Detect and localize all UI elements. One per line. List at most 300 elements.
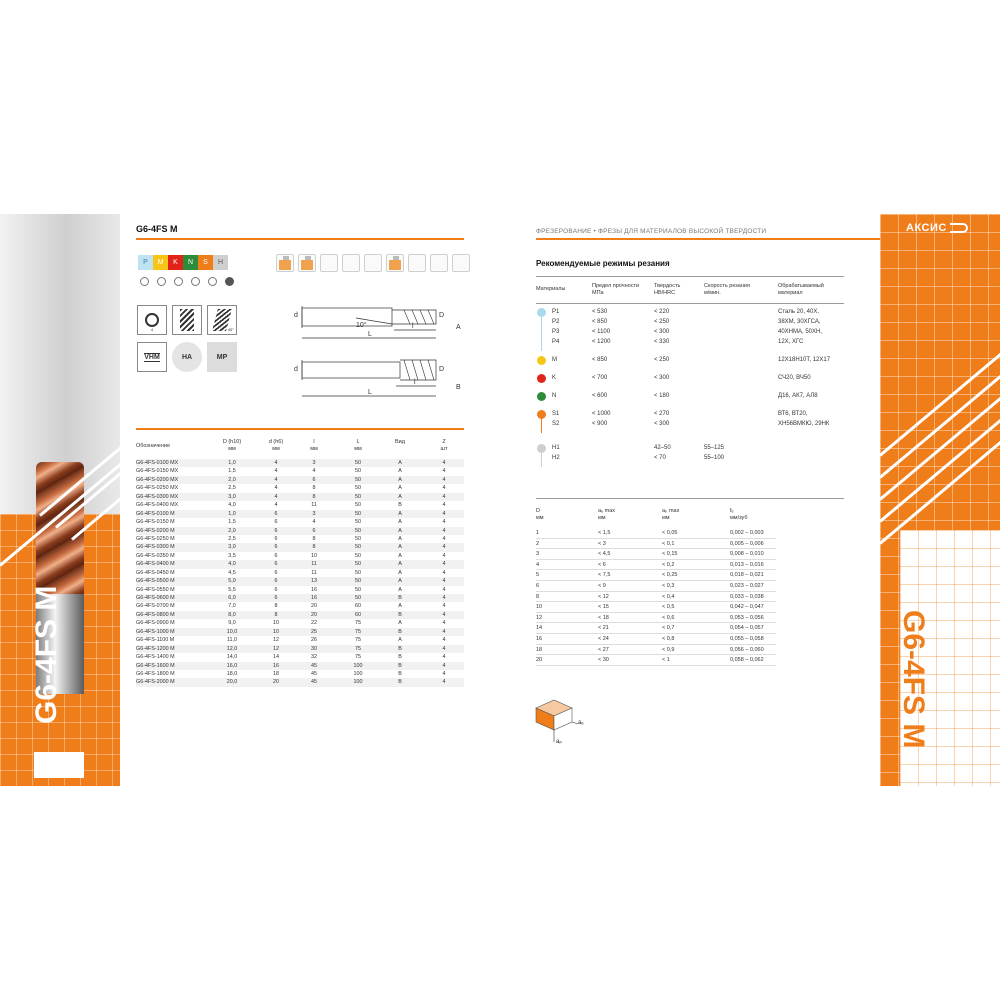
table-cell: 6 [274, 527, 278, 534]
table-cell: 10 [536, 604, 543, 611]
table-cell: 4 [274, 485, 278, 492]
spec-header-cell [338, 439, 378, 453]
table-cell: 5,0 [228, 578, 236, 585]
table-row [536, 613, 776, 624]
table-cell: 6 [274, 519, 278, 526]
table-cell: 6 [536, 583, 540, 589]
cutting-header-title: fₑ [730, 508, 734, 514]
table-cell: 4 [274, 493, 278, 500]
table-cell: 6 [312, 527, 316, 534]
material-hardness-cell: < 250 [654, 319, 670, 325]
table-cell: 100 [353, 662, 363, 669]
table-cell: G6-4FS-0700 M [136, 603, 175, 610]
section-breadcrumb: ФРЕЗЕРОВАНИЕ • ФРЕЗЫ ДЛЯ МАТЕРИАЛОВ ВЫСОКОЙ ТВЕРДОСТИ [536, 228, 767, 235]
material-processed-cell: 12Х18Н10Т, 12Х17 [778, 357, 831, 363]
table-row [136, 569, 464, 577]
material-mat-cell: M [552, 357, 557, 363]
table-cell: 12 [536, 614, 543, 621]
table-row [136, 476, 464, 484]
ae-icon-label: aₑ [578, 720, 584, 726]
table-cell: 2,0 [228, 476, 236, 483]
spec-header-cell [426, 439, 462, 453]
material-row [536, 409, 846, 419]
table-row [136, 653, 464, 661]
helix-angle-icon [207, 305, 237, 335]
table-cell: 4 [442, 586, 446, 593]
table-cell: 50 [355, 552, 361, 559]
table-cell: 14 [273, 654, 279, 661]
material-hardness-cell: < 250 [654, 357, 670, 363]
table-cell: 4 [536, 561, 540, 568]
flute-count-icon [137, 305, 167, 335]
table-cell: G6-4FS-0250 M [136, 535, 175, 542]
material-hardness-cell: < 330 [654, 339, 670, 345]
table-cell: 4 [274, 460, 278, 466]
table-cell: 6 [274, 586, 278, 593]
mat-header-hardness-title: Твердость [654, 283, 681, 289]
table-cell: < 21 [598, 625, 609, 632]
table-cell: B [398, 595, 402, 601]
table-row [536, 539, 776, 550]
material-strength-cell: < 1000 [592, 411, 611, 417]
table-cell: 50 [355, 519, 361, 526]
material-mat-cell: H1 [552, 445, 560, 451]
table-cell: B [398, 628, 402, 635]
table-row [136, 586, 464, 594]
table-cell: G6-4FS-0150 M [136, 519, 175, 526]
spec-header-unit: мм [228, 446, 236, 452]
table-row [136, 594, 464, 602]
table-row [536, 623, 776, 634]
table-row [136, 501, 464, 509]
table-cell: 50 [355, 595, 361, 601]
table-cell: 3,5 [228, 552, 236, 559]
material-speed-cell: 55–100 [704, 455, 725, 461]
cutting-header-cell [598, 508, 615, 522]
table-cell: 4 [442, 628, 446, 635]
table-cell: 4 [442, 595, 446, 601]
spec-header-unit: мм [354, 446, 362, 452]
table-row [536, 602, 776, 613]
drawing-d-label: d [294, 312, 298, 319]
table-cell: 8,0 [228, 611, 236, 618]
spec-header-unit: шт [440, 446, 448, 452]
table-cell: 4 [442, 460, 446, 466]
helix-angle-caption: 45° [227, 327, 234, 332]
material-hardness-cell: < 300 [654, 421, 670, 427]
table-row [536, 645, 776, 656]
table-cell: A [398, 510, 402, 517]
table-cell: 10 [311, 552, 317, 559]
table-cell: 0,055 – 0,058 [730, 636, 764, 642]
cutting-header-unit: мм/зуб [730, 515, 748, 521]
table-row [136, 493, 464, 501]
table-cell: 1,0 [228, 510, 236, 517]
flute-count-caption: 4 [150, 327, 154, 332]
mat-header-processed-title-2: материал [778, 290, 803, 296]
table-cell: A [398, 460, 402, 466]
cutting-header-unit: мм [598, 515, 606, 521]
table-cell: A [398, 586, 402, 593]
table-cell: G6-4FS-0400 MX [136, 502, 179, 509]
table-cell: 18 [273, 670, 279, 677]
iso-dot-m [157, 277, 166, 286]
table-cell: < 0,9 [662, 646, 675, 653]
material-row [536, 443, 846, 453]
table-row [536, 655, 776, 666]
table-row [536, 634, 776, 645]
table-cell: 4,5 [228, 569, 236, 576]
table-cell: B [398, 662, 402, 669]
material-strength-cell: < 900 [592, 421, 608, 427]
milling-op-icon [320, 254, 338, 272]
table-cell: 4 [442, 561, 446, 568]
table-cell: 8 [536, 593, 540, 600]
table-cell: G6-4FS-0350 M [136, 552, 175, 559]
table-cell: < 15 [598, 604, 609, 611]
table-row [136, 535, 464, 543]
table-cell: 25 [311, 628, 317, 635]
table-cell: 50 [355, 578, 361, 585]
spec-header-unit: мм [272, 446, 280, 452]
table-cell: 75 [355, 620, 361, 627]
table-cell: A [398, 569, 402, 576]
table-cell: < 0,8 [662, 636, 675, 642]
product-title: G6-4FS M [136, 224, 178, 234]
table-row [536, 581, 776, 592]
material-hardness-cell: < 300 [654, 329, 670, 335]
table-cell: 0,053 – 0,056 [730, 614, 764, 621]
table-row [136, 552, 464, 560]
table-cell: < 30 [598, 657, 609, 664]
table-cell: 1,5 [228, 519, 236, 526]
spec-header-cell [382, 439, 418, 446]
table-cell: < 18 [598, 614, 609, 621]
flute-outline-b [400, 360, 436, 380]
table-cell: G6-4FS-0800 M [136, 611, 175, 618]
table-cell: 1,0 [228, 460, 236, 466]
table-cell: 30 [311, 645, 317, 652]
iso-group-p: P [138, 255, 153, 270]
table-cell: < 6 [598, 561, 606, 568]
table-row [136, 518, 464, 526]
table-cell: G6-4FS-0200 MX [136, 476, 179, 483]
material-strength-cell: < 1100 [592, 329, 611, 335]
table-cell: 4 [442, 510, 446, 517]
mat-header-processed [778, 283, 824, 297]
table-row [536, 592, 776, 603]
table-cell: 0,013 – 0,016 [730, 561, 764, 568]
mat-header-speed [704, 283, 750, 297]
cutting-header-title: aₚ max [662, 508, 680, 514]
cutting-header-title: aₑ max [598, 508, 616, 514]
shank-outline-b [302, 362, 400, 378]
table-cell: 4 [442, 611, 446, 618]
table-cell: < 7,5 [598, 572, 611, 579]
table-cell: 3,0 [228, 544, 236, 551]
spec-header-unit: мм [310, 446, 318, 452]
table-cell: 10,0 [226, 628, 238, 635]
brand-logo [906, 218, 968, 238]
table-cell: A [398, 637, 402, 644]
table-cell: 10 [273, 628, 279, 635]
table-cell: 0,018 – 0,021 [730, 572, 764, 579]
spec-header-title: L [356, 439, 360, 445]
table-cell: 0,042 – 0,047 [730, 604, 764, 611]
table-cell: B [398, 645, 402, 652]
table-row [136, 611, 464, 619]
regimes-title: Рекомендуемые режимы резания [536, 259, 670, 268]
iso-group-s: S [198, 255, 213, 270]
table-cell: 2 [536, 540, 540, 547]
table-cell: < 0,25 [662, 572, 678, 579]
table-cell: 4 [312, 468, 316, 475]
table-cell: < 0,3 [662, 583, 675, 589]
table-row [136, 602, 464, 610]
table-cell: G6-4FS-0250 MX [136, 485, 179, 492]
mat-header-strength-unit: МПа [592, 290, 604, 296]
mp-label: MP [216, 353, 228, 361]
shank-outline [302, 308, 392, 326]
table-cell: < 9 [598, 583, 606, 589]
milling-op-icon [408, 254, 426, 272]
table-cell: 50 [355, 485, 361, 492]
table-cell: 50 [355, 468, 361, 475]
table-cell: 8 [312, 544, 316, 551]
ha-label: HA [181, 353, 193, 361]
table-cell: A [398, 544, 402, 551]
table-cell: 4 [442, 493, 446, 500]
table-cell: < 3 [598, 540, 606, 547]
table-cell: 11 [311, 502, 317, 509]
table-cell: 4 [442, 544, 446, 551]
table-cell: 45 [311, 662, 317, 669]
table-row [536, 570, 776, 581]
drawing-label-b: B [456, 384, 461, 391]
cutting-header-unit: мм [536, 515, 544, 521]
table-cell: 3,0 [228, 493, 236, 500]
mat-header-speed-title: Скорость резания [704, 283, 750, 289]
table-cell: 11,0 [226, 637, 238, 644]
material-row [536, 317, 846, 327]
table-cell: A [398, 493, 402, 500]
material-strength-cell: < 850 [592, 319, 608, 325]
table-cell: 4 [442, 662, 446, 669]
mat-header-hardness [654, 283, 680, 297]
table-cell: 4 [442, 535, 446, 542]
material-strength-cell: < 850 [592, 357, 608, 363]
table-cell: 20,0 [226, 679, 238, 686]
material-processed-cell: ХН56ВМКЮ, 29НК [778, 421, 830, 427]
material-speed-cell: 55–125 [704, 445, 725, 451]
milling-op-icon [298, 254, 316, 272]
material-row [536, 327, 846, 337]
drawing-l-label-b: l [414, 379, 416, 386]
table-cell: 4,0 [228, 561, 236, 568]
milling-op-icon [386, 254, 404, 272]
table-cell: 50 [355, 493, 361, 500]
material-strength-cell: < 1200 [592, 339, 611, 345]
table-cell: 0,005 – 0,006 [730, 540, 764, 547]
table-cell: 100 [353, 679, 363, 686]
title-divider [136, 238, 464, 240]
ap-icon-label: aₚ [556, 739, 562, 745]
iso-group-n: N [183, 255, 198, 270]
material-strength-cell: < 700 [592, 375, 608, 381]
drawing-l-label: l [412, 323, 414, 330]
milling-op-icon [430, 254, 448, 272]
materials-header-rule [536, 303, 844, 304]
helix-icon [172, 305, 202, 335]
spec-table-body [136, 459, 464, 687]
spec-header-title: Обозначение [136, 443, 171, 449]
table-cell: 50 [355, 561, 361, 568]
table-row [136, 543, 464, 551]
table-cell: G6-4FS-0100 MX [136, 460, 179, 466]
table-cell: 5,5 [228, 586, 236, 593]
material-processed-cell: 38ХМ, 30ХГСА, [778, 319, 821, 325]
material-mat-cell: P3 [552, 329, 560, 335]
table-cell: 6,0 [228, 595, 236, 601]
table-cell: G6-4FS-1200 M [136, 645, 175, 652]
table-cell: A [398, 603, 402, 610]
iso-dot-n [191, 277, 200, 286]
table-cell: 8 [274, 611, 278, 618]
table-cell: < 0,6 [662, 614, 675, 621]
table-cell: 75 [355, 645, 361, 652]
table-cell: 4 [312, 519, 316, 526]
material-strength-cell: < 530 [592, 309, 608, 315]
spec-header-cell [212, 439, 252, 453]
table-cell: 4 [442, 645, 446, 652]
cutting-header-cell [662, 508, 679, 522]
spec-header-title: Z [442, 439, 446, 445]
table-cell: 18 [536, 646, 543, 653]
material-processed-cell: Сталь 20, 40Х, [778, 309, 819, 315]
table-cell: 60 [355, 611, 361, 618]
table-cell: 4 [442, 485, 446, 492]
table-cell: 1,5 [228, 468, 236, 475]
table-row [136, 645, 464, 653]
table-cell: < 0,4 [662, 593, 675, 600]
table-cell: 0,033 – 0,038 [730, 593, 764, 600]
table-cell: 45 [311, 679, 317, 686]
banner-stripe [880, 367, 1000, 479]
table-cell: < 0,2 [662, 561, 675, 568]
ha-badge [172, 342, 202, 372]
table-cell: 6 [274, 552, 278, 559]
material-row [536, 453, 846, 463]
drawing-L-label-b: L [368, 389, 372, 396]
material-mat-cell: K [552, 375, 557, 381]
mat-header-strength-title: Предел прочности [592, 283, 640, 289]
cutting-header-cell [536, 508, 544, 522]
table-cell: 0,023 – 0,027 [730, 583, 764, 589]
table-cell: G6-4FS-1600 M [136, 662, 175, 669]
vhm-badge [137, 342, 167, 372]
table-cell: 16 [311, 595, 317, 601]
material-row [536, 307, 846, 317]
table-cell: 4 [442, 569, 446, 576]
table-cell: < 0,05 [662, 530, 678, 536]
table-cell: 4 [442, 502, 446, 509]
table-cell: B [398, 670, 402, 677]
table-row [136, 670, 464, 678]
table-cell: G6-4FS-0400 M [136, 561, 175, 568]
helix-hatch [180, 309, 194, 331]
table-cell: 4 [442, 476, 446, 483]
table-cell: 13 [311, 578, 317, 585]
table-cell: 50 [355, 569, 361, 576]
table-cell: 10 [273, 620, 279, 627]
table-cell: 3 [312, 510, 316, 517]
table-cell: 0,056 – 0,060 [730, 646, 764, 653]
table-cell: G6-4FS-0150 MX [136, 468, 179, 475]
table-cell: 75 [355, 637, 361, 644]
table-cell: 50 [355, 586, 361, 593]
table-cell: G6-4FS-1800 M [136, 670, 175, 677]
header-rule [536, 238, 880, 240]
iso-group-h: H [213, 255, 228, 270]
cutting-header-unit: мм [662, 515, 670, 521]
material-hardness-cell: < 300 [654, 375, 670, 381]
table-cell: < 27 [598, 646, 609, 653]
table-cell: < 1 [662, 657, 670, 664]
table-cell: 8 [312, 493, 316, 500]
table-cell: G6-4FS-0300 M [136, 544, 175, 551]
banner-stripe [880, 345, 1000, 457]
iso-dot-k [174, 277, 183, 286]
table-cell: 75 [355, 628, 361, 635]
material-row [536, 391, 846, 401]
table-cell: 4 [442, 519, 446, 526]
table-cell: A [398, 552, 402, 559]
table-cell: 4 [442, 468, 446, 475]
table-cell: G6-4FS-0100 M [136, 510, 175, 517]
table-cell: 14,0 [226, 654, 238, 661]
table-cell: 20 [273, 679, 279, 686]
table-cell: G6-4FS-1100 M [136, 637, 175, 644]
table-cell: B [398, 679, 402, 686]
table-cell: 100 [353, 670, 363, 677]
material-row [536, 373, 846, 383]
iso-group-k: K [168, 255, 183, 270]
table-cell: G6-4FS-1400 M [136, 654, 175, 661]
table-cell: 2,0 [228, 527, 236, 534]
table-cell: 4 [442, 527, 446, 534]
table-cell: 32 [311, 654, 317, 661]
table-cell: 4 [442, 654, 446, 661]
material-hardness-cell: < 180 [654, 393, 670, 399]
table-cell: 6 [274, 561, 278, 568]
table-cell: 0,002 – 0,003 [730, 530, 764, 536]
regimes-rule-top [536, 276, 844, 277]
table-row [136, 510, 464, 518]
drawing-d-label-b: d [294, 366, 298, 373]
table-cell: 11 [311, 561, 317, 568]
table-cell: 9,0 [228, 620, 236, 627]
cutting-rule-top [536, 498, 844, 499]
table-cell: 26 [311, 637, 317, 644]
table-cell: 4 [274, 502, 278, 509]
table-cell: 20 [311, 611, 317, 618]
material-mat-cell: P2 [552, 319, 560, 325]
table-cell: 0,008 – 0,010 [730, 551, 764, 558]
table-cell: G6-4FS-2000 M [136, 679, 175, 686]
material-hardness-cell: 42–50 [654, 445, 671, 451]
table-cell: A [398, 519, 402, 526]
material-mat-cell: H2 [552, 455, 560, 461]
